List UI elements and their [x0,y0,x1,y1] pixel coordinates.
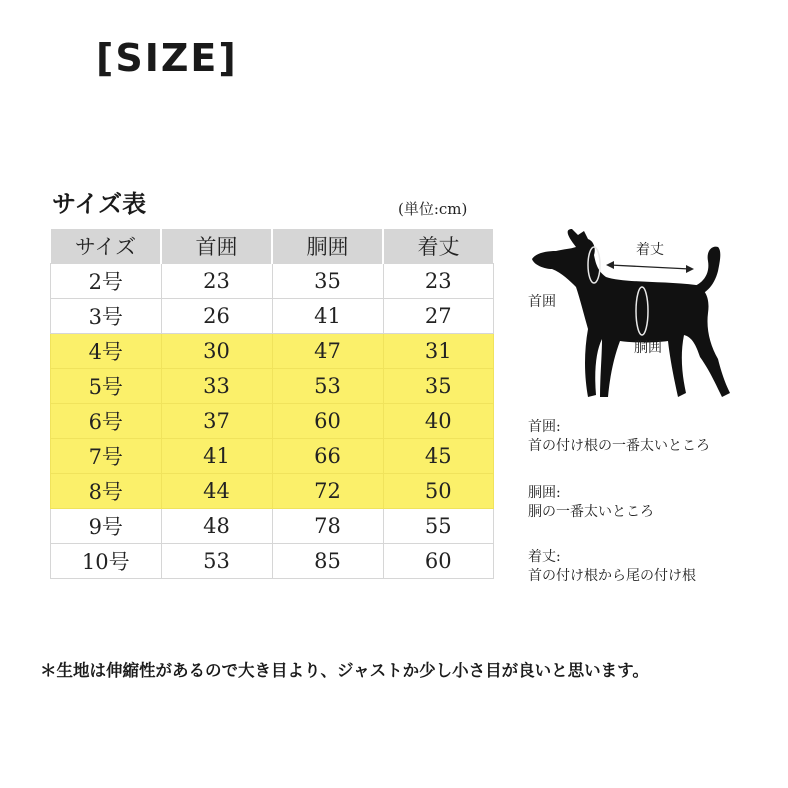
cell-size: 5号 [51,369,162,404]
cell-neck: 33 [161,369,272,404]
cell-chest: 53 [272,369,383,404]
cell-length: 45 [383,439,494,474]
cell-length: 23 [383,264,494,299]
cell-size: 2号 [51,264,162,299]
table-row [51,509,494,544]
cell-chest: 78 [272,509,383,544]
cell-length: 27 [383,299,494,334]
cell-length: 31 [383,334,494,369]
cell-chest: 85 [272,544,383,579]
cell-chest: 72 [272,474,383,509]
table-title: サイズ表 [52,189,147,218]
cell-neck: 26 [161,299,272,334]
cell-neck: 44 [161,474,272,509]
cell-neck: 23 [161,264,272,299]
neck-label: 首囲 [528,294,556,310]
footnote: ＊生地は伸縮性があるので大き目より、ジャストか少し小さ目が良いと思います。 [40,661,649,680]
table-row [51,334,494,369]
cell-chest: 47 [272,334,383,369]
cell-size: 3号 [51,299,162,334]
cell-length: 60 [383,544,494,579]
note-length-title: 着丈: [528,549,561,565]
column-header-length: 着丈 [383,229,494,264]
cell-length: 35 [383,369,494,404]
cell-length: 55 [383,509,494,544]
table-row [51,299,494,334]
dog-measurement-diagram [524,225,754,415]
note-chest-text: 胴の一番太いところ [528,504,654,520]
cell-size: 6号 [51,404,162,439]
note-chest-title: 胴囲: [528,485,561,501]
cell-size: 4号 [51,334,162,369]
cell-neck: 53 [161,544,272,579]
note-neck [528,418,710,456]
cell-chest: 66 [272,439,383,474]
cell-neck: 30 [161,334,272,369]
note-length [528,548,696,586]
table-row [51,544,494,579]
cell-length: 50 [383,474,494,509]
cell-size: 7号 [51,439,162,474]
table-row [51,369,494,404]
cell-chest: 60 [272,404,383,439]
column-header-chest: 胴囲 [272,229,383,264]
note-neck-text: 首の付け根の一番太いところ [528,438,710,454]
cell-size: 9号 [51,509,162,544]
table-row [51,474,494,509]
size-table [50,228,494,579]
note-neck-title: 首囲: [528,419,561,435]
cell-size: 8号 [51,474,162,509]
cell-chest: 41 [272,299,383,334]
cell-neck: 48 [161,509,272,544]
table-row [51,439,494,474]
cell-neck: 41 [161,439,272,474]
unit-label: (単位:cm) [398,200,468,218]
note-length-text: 首の付け根から尾の付け根 [528,568,696,584]
column-header-neck: 首囲 [161,229,272,264]
page-heading: [SIZE] [96,36,238,80]
length-label: 着丈 [636,242,664,258]
cell-chest: 35 [272,264,383,299]
cell-neck: 37 [161,404,272,439]
column-header-size: サイズ [51,229,162,264]
table-row [51,404,494,439]
note-chest [528,484,654,522]
table-header-row [51,229,494,264]
chest-label: 胴囲 [634,340,662,356]
table-row [51,264,494,299]
cell-length: 40 [383,404,494,439]
cell-size: 10号 [51,544,162,579]
